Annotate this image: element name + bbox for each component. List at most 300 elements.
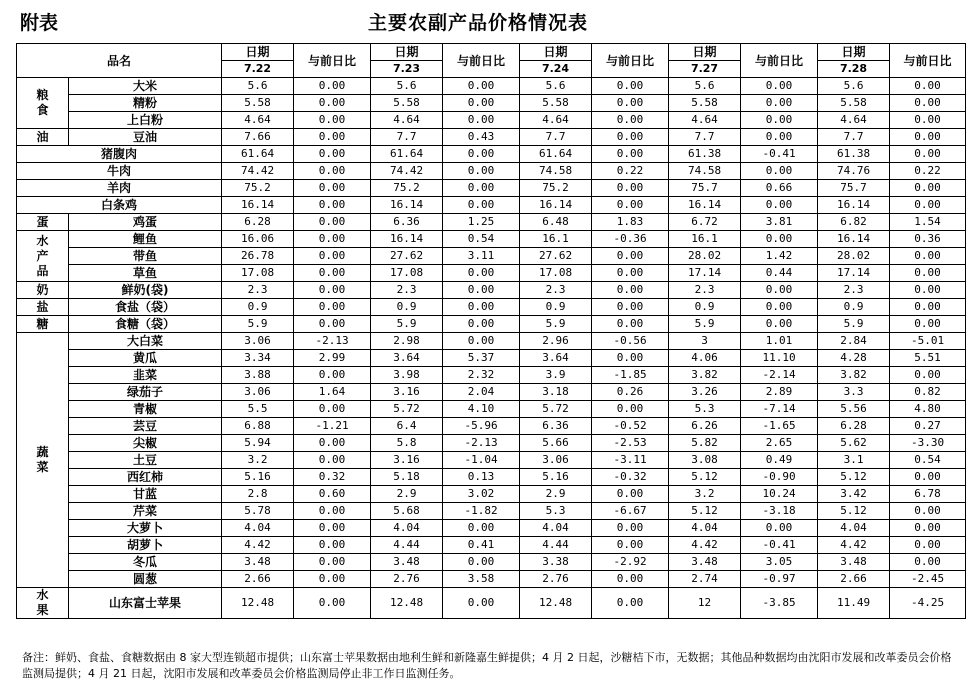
price-cell: 3.48 <box>818 554 890 571</box>
item-name: 土豆 <box>69 452 222 469</box>
change-cell: -5.01 <box>890 333 966 350</box>
table-row <box>17 265 966 282</box>
change-cell: 0.00 <box>294 316 371 333</box>
change-cell: 0.00 <box>592 95 669 112</box>
change-cell: 0.00 <box>294 95 371 112</box>
price-cell: 5.16 <box>222 469 294 486</box>
change-cell: -3.11 <box>592 452 669 469</box>
change-cell: 0.00 <box>294 452 371 469</box>
item-name: 尖椒 <box>69 435 222 452</box>
date-value: 7.24 <box>520 61 592 78</box>
price-cell: 3.48 <box>371 554 443 571</box>
change-cell: -2.13 <box>294 333 371 350</box>
item-name: 大米 <box>69 78 222 95</box>
price-cell: 3.64 <box>371 350 443 367</box>
price-cell: 16.14 <box>371 197 443 214</box>
price-cell: 12.48 <box>371 588 443 619</box>
price-cell: 6.72 <box>669 214 741 231</box>
change-cell: 1.54 <box>890 214 966 231</box>
change-cell: -1.82 <box>443 503 520 520</box>
change-cell: 0.00 <box>294 180 371 197</box>
price-cell: 75.2 <box>520 180 592 197</box>
category-cell <box>17 231 69 282</box>
item-name: 豆油 <box>69 129 222 146</box>
item-name: 猪腹肉 <box>17 146 222 163</box>
price-cell: 11.49 <box>818 588 890 619</box>
change-cell: 0.26 <box>592 384 669 401</box>
change-cell: 3.81 <box>741 214 818 231</box>
table-row <box>17 316 966 333</box>
price-cell: 4.04 <box>371 520 443 537</box>
price-cell: 5.9 <box>669 316 741 333</box>
change-cell: 0.00 <box>294 197 371 214</box>
change-cell: 11.10 <box>741 350 818 367</box>
change-cell: -2.92 <box>592 554 669 571</box>
footnote: 备注：鲜奶、食盐、食糖数据由 8 家大型连锁超市提供；山东富士苹果数据由地利生鲜和新隆嘉生鲜提供；4 月 2 日起，沙糖桔下市，无数据；其他品种数据均由沈阳市发展和改革委员会价格监测局提供；4 月 21 日起，沈阳市发展和改革委员会价格监测局停止非工作日监测任务。 <box>22 651 952 680</box>
change-cell: 1.01 <box>741 333 818 350</box>
price-cell: 5.9 <box>222 316 294 333</box>
change-cell: 0.00 <box>294 503 371 520</box>
price-cell: 17.08 <box>222 265 294 282</box>
category-label: 蔬菜 <box>36 445 49 474</box>
price-table <box>16 43 966 619</box>
change-cell: 0.00 <box>741 129 818 146</box>
price-cell: 2.66 <box>818 571 890 588</box>
change-cell: 5.37 <box>443 350 520 367</box>
item-name: 草鱼 <box>69 265 222 282</box>
price-cell: 6.88 <box>222 418 294 435</box>
table-row <box>17 299 966 316</box>
price-cell: 74.76 <box>818 163 890 180</box>
change-cell: 5.51 <box>890 350 966 367</box>
price-cell: 5.12 <box>669 503 741 520</box>
change-cell: 0.00 <box>443 554 520 571</box>
change-cell: 0.00 <box>294 537 371 554</box>
table-row <box>17 95 966 112</box>
item-name: 大白菜 <box>69 333 222 350</box>
change-cell: 0.00 <box>294 214 371 231</box>
item-name: 甘蓝 <box>69 486 222 503</box>
table-row <box>17 435 966 452</box>
change-cell: -1.65 <box>741 418 818 435</box>
item-name: 鲤鱼 <box>69 231 222 248</box>
price-cell: 2.3 <box>371 282 443 299</box>
change-cell: 0.00 <box>592 112 669 129</box>
change-cell: 0.00 <box>890 197 966 214</box>
change-cell: 4.80 <box>890 401 966 418</box>
price-cell: 3.3 <box>818 384 890 401</box>
document-title: 主要农副产品价格情况表 <box>368 12 589 34</box>
price-cell: 12 <box>669 588 741 619</box>
item-name: 食盐（袋） <box>69 299 222 316</box>
compare-header: 与前日比 <box>443 44 520 78</box>
price-cell: 4.64 <box>669 112 741 129</box>
table-row <box>17 197 966 214</box>
change-cell: 0.00 <box>741 231 818 248</box>
change-cell: 0.49 <box>741 452 818 469</box>
price-cell: 27.62 <box>520 248 592 265</box>
change-cell: 0.00 <box>890 265 966 282</box>
item-name: 青椒 <box>69 401 222 418</box>
change-cell: 0.00 <box>294 129 371 146</box>
change-cell: 0.00 <box>890 469 966 486</box>
change-cell: -2.53 <box>592 435 669 452</box>
category-label: 油 <box>36 129 49 144</box>
table-row <box>17 503 966 520</box>
price-cell: 4.64 <box>520 112 592 129</box>
category-label: 蛋 <box>36 214 49 229</box>
price-cell: 5.72 <box>371 401 443 418</box>
category-cell <box>17 282 69 299</box>
price-cell: 5.12 <box>669 469 741 486</box>
price-cell: 16.1 <box>669 231 741 248</box>
change-cell: 4.10 <box>443 401 520 418</box>
price-cell: 4.04 <box>222 520 294 537</box>
price-cell: 74.58 <box>520 163 592 180</box>
change-cell: 0.00 <box>443 197 520 214</box>
change-cell: 0.00 <box>592 316 669 333</box>
change-cell: 0.00 <box>592 129 669 146</box>
price-cell: 5.94 <box>222 435 294 452</box>
change-cell: 0.00 <box>890 282 966 299</box>
change-cell: 3.02 <box>443 486 520 503</box>
item-name: 胡萝卜 <box>69 537 222 554</box>
change-cell: 3.58 <box>443 571 520 588</box>
price-cell: 0.9 <box>818 299 890 316</box>
price-cell: 0.9 <box>669 299 741 316</box>
price-cell: 2.66 <box>222 571 294 588</box>
price-cell: 17.14 <box>818 265 890 282</box>
price-cell: 3.64 <box>520 350 592 367</box>
price-cell: 7.7 <box>669 129 741 146</box>
change-cell: -6.67 <box>592 503 669 520</box>
price-cell: 5.9 <box>520 316 592 333</box>
price-cell: 12.48 <box>222 588 294 619</box>
price-cell: 2.3 <box>818 282 890 299</box>
change-cell: 0.00 <box>294 78 371 95</box>
change-cell: 0.00 <box>592 299 669 316</box>
change-cell: -0.90 <box>741 469 818 486</box>
price-cell: 2.74 <box>669 571 741 588</box>
table-row <box>17 486 966 503</box>
table-row <box>17 112 966 129</box>
change-cell: 0.00 <box>890 520 966 537</box>
item-name: 鸡蛋 <box>69 214 222 231</box>
price-cell: 6.28 <box>222 214 294 231</box>
change-cell: -3.85 <box>741 588 818 619</box>
change-cell: -4.25 <box>890 588 966 619</box>
item-name: 羊肉 <box>17 180 222 197</box>
category-cell <box>17 588 69 619</box>
change-cell: 0.00 <box>741 163 818 180</box>
change-cell: 0.00 <box>294 112 371 129</box>
price-cell: 16.14 <box>222 197 294 214</box>
change-cell: -1.21 <box>294 418 371 435</box>
header-row <box>17 44 966 61</box>
change-cell: 0.41 <box>443 537 520 554</box>
change-cell: 0.00 <box>741 282 818 299</box>
price-cell: 6.82 <box>818 214 890 231</box>
item-name: 黄瓜 <box>69 350 222 367</box>
category-cell <box>17 333 69 588</box>
price-cell: 5.62 <box>818 435 890 452</box>
price-cell: 75.2 <box>371 180 443 197</box>
price-cell: 6.26 <box>669 418 741 435</box>
table-row <box>17 452 966 469</box>
price-cell: 6.36 <box>371 214 443 231</box>
price-cell: 5.82 <box>669 435 741 452</box>
change-cell: 0.00 <box>294 401 371 418</box>
price-cell: 4.64 <box>222 112 294 129</box>
change-cell: 0.00 <box>443 112 520 129</box>
change-cell: 0.00 <box>443 265 520 282</box>
change-cell: -3.18 <box>741 503 818 520</box>
price-cell: 16.06 <box>222 231 294 248</box>
date-label-header: 日期 <box>222 44 294 61</box>
change-cell: -1.85 <box>592 367 669 384</box>
table-row <box>17 282 966 299</box>
price-cell: 5.5 <box>222 401 294 418</box>
item-name: 芹菜 <box>69 503 222 520</box>
change-cell: 0.00 <box>890 537 966 554</box>
price-cell: 5.16 <box>520 469 592 486</box>
price-cell: 4.44 <box>371 537 443 554</box>
price-cell: 5.6 <box>371 78 443 95</box>
item-name: 绿茄子 <box>69 384 222 401</box>
price-cell: 7.7 <box>371 129 443 146</box>
price-cell: 3.42 <box>818 486 890 503</box>
change-cell: 0.00 <box>443 78 520 95</box>
change-cell: 0.27 <box>890 418 966 435</box>
price-cell: 16.14 <box>669 197 741 214</box>
change-cell: -3.30 <box>890 435 966 452</box>
change-cell: 0.36 <box>890 231 966 248</box>
category-label: 糖 <box>36 316 49 331</box>
change-cell: 2.65 <box>741 435 818 452</box>
change-cell: 0.00 <box>890 316 966 333</box>
change-cell: 0.00 <box>443 333 520 350</box>
price-cell: 26.78 <box>222 248 294 265</box>
change-cell: 0.00 <box>592 571 669 588</box>
item-name: 山东富士苹果 <box>69 588 222 619</box>
change-cell: 0.22 <box>592 163 669 180</box>
change-cell: 0.00 <box>741 112 818 129</box>
change-cell: 2.99 <box>294 350 371 367</box>
compare-header: 与前日比 <box>592 44 669 78</box>
change-cell: 0.00 <box>443 146 520 163</box>
item-name: 芸豆 <box>69 418 222 435</box>
change-cell: 0.00 <box>592 265 669 282</box>
change-cell: 0.00 <box>443 316 520 333</box>
table-row <box>17 333 966 350</box>
change-cell: 0.00 <box>890 95 966 112</box>
change-cell: 1.25 <box>443 214 520 231</box>
change-cell: 0.00 <box>890 367 966 384</box>
price-cell: 2.96 <box>520 333 592 350</box>
change-cell: 0.00 <box>592 180 669 197</box>
change-cell: -2.45 <box>890 571 966 588</box>
price-cell: 3.26 <box>669 384 741 401</box>
change-cell: 0.22 <box>890 163 966 180</box>
item-name: 大萝卜 <box>69 520 222 537</box>
price-cell: 6.4 <box>371 418 443 435</box>
price-cell: 4.04 <box>520 520 592 537</box>
change-cell: 0.00 <box>592 520 669 537</box>
price-cell: 5.6 <box>520 78 592 95</box>
price-cell: 5.12 <box>818 503 890 520</box>
table-row <box>17 146 966 163</box>
item-name: 冬瓜 <box>69 554 222 571</box>
change-cell: 0.00 <box>294 163 371 180</box>
price-cell: 5.68 <box>371 503 443 520</box>
price-cell: 17.08 <box>371 265 443 282</box>
category-label: 水产品 <box>36 233 49 278</box>
compare-header: 与前日比 <box>890 44 966 78</box>
price-cell: 4.42 <box>222 537 294 554</box>
price-cell: 28.02 <box>669 248 741 265</box>
date-label-header: 日期 <box>669 44 741 61</box>
change-cell: 0.44 <box>741 265 818 282</box>
price-cell: 3.1 <box>818 452 890 469</box>
change-cell: 3.11 <box>443 248 520 265</box>
category-cell <box>17 78 69 129</box>
change-cell: 1.83 <box>592 214 669 231</box>
appendix-label: 附表 <box>20 12 59 34</box>
price-cell: 5.8 <box>371 435 443 452</box>
price-cell: 2.76 <box>371 571 443 588</box>
price-cell: 6.48 <box>520 214 592 231</box>
price-cell: 5.6 <box>222 78 294 95</box>
category-cell <box>17 214 69 231</box>
price-cell: 61.38 <box>669 146 741 163</box>
price-cell: 3.48 <box>669 554 741 571</box>
price-cell: 3.38 <box>520 554 592 571</box>
price-cell: 61.64 <box>520 146 592 163</box>
change-cell: 0.00 <box>890 299 966 316</box>
price-cell: 5.12 <box>818 469 890 486</box>
price-cell: 5.3 <box>520 503 592 520</box>
price-cell: 3.34 <box>222 350 294 367</box>
date-label-header: 日期 <box>520 44 592 61</box>
price-cell: 16.14 <box>371 231 443 248</box>
change-cell: 0.00 <box>294 571 371 588</box>
change-cell: -5.96 <box>443 418 520 435</box>
change-cell: 0.00 <box>443 163 520 180</box>
change-cell: 0.00 <box>592 401 669 418</box>
table-row <box>17 384 966 401</box>
change-cell: 0.00 <box>890 112 966 129</box>
price-cell: 3.82 <box>818 367 890 384</box>
price-cell: 3.16 <box>371 452 443 469</box>
price-cell: 5.58 <box>371 95 443 112</box>
date-label-header: 日期 <box>371 44 443 61</box>
change-cell: -0.41 <box>741 146 818 163</box>
change-cell: 0.00 <box>741 520 818 537</box>
category-cell <box>17 316 69 333</box>
item-name: 鲜奶(袋) <box>69 282 222 299</box>
price-cell: 3.08 <box>669 452 741 469</box>
change-cell: 0.43 <box>443 129 520 146</box>
price-cell: 4.04 <box>669 520 741 537</box>
item-name: 牛肉 <box>17 163 222 180</box>
price-cell: 3.18 <box>520 384 592 401</box>
item-name-header: 品名 <box>17 44 222 78</box>
price-cell: 74.42 <box>371 163 443 180</box>
change-cell: 0.00 <box>294 231 371 248</box>
change-cell: 0.00 <box>294 367 371 384</box>
price-cell: 5.78 <box>222 503 294 520</box>
change-cell: 0.00 <box>443 520 520 537</box>
price-cell: 4.04 <box>818 520 890 537</box>
change-cell: 0.54 <box>890 452 966 469</box>
item-name: 白条鸡 <box>17 197 222 214</box>
price-cell: 2.8 <box>222 486 294 503</box>
change-cell: 0.00 <box>741 299 818 316</box>
change-cell: 0.00 <box>741 316 818 333</box>
date-value: 7.27 <box>669 61 741 78</box>
item-name: 食糖（袋） <box>69 316 222 333</box>
table-row <box>17 350 966 367</box>
price-cell: 2.3 <box>520 282 592 299</box>
price-cell: 5.58 <box>520 95 592 112</box>
price-cell: 4.44 <box>520 537 592 554</box>
price-cell: 3.2 <box>222 452 294 469</box>
change-cell: 0.00 <box>294 520 371 537</box>
table-row <box>17 248 966 265</box>
change-cell: 0.00 <box>890 78 966 95</box>
change-cell: 0.00 <box>294 299 371 316</box>
change-cell: 0.00 <box>294 554 371 571</box>
table-row <box>17 418 966 435</box>
category-cell <box>17 129 69 146</box>
category-label: 盐 <box>36 299 49 314</box>
price-cell: 3.9 <box>520 367 592 384</box>
change-cell: 0.00 <box>592 146 669 163</box>
price-cell: 75.2 <box>222 180 294 197</box>
change-cell: 0.00 <box>890 129 966 146</box>
change-cell: 0.00 <box>741 78 818 95</box>
price-cell: 5.9 <box>371 316 443 333</box>
change-cell: 0.13 <box>443 469 520 486</box>
table-row <box>17 78 966 95</box>
change-cell: 0.00 <box>741 197 818 214</box>
category-label: 粮食 <box>36 88 49 117</box>
price-cell: 74.58 <box>669 163 741 180</box>
price-cell: 3.16 <box>371 384 443 401</box>
change-cell: 10.24 <box>741 486 818 503</box>
item-name: 上白粉 <box>69 112 222 129</box>
price-cell: 5.58 <box>222 95 294 112</box>
price-cell: 0.9 <box>371 299 443 316</box>
change-cell: -0.41 <box>741 537 818 554</box>
price-cell: 3.88 <box>222 367 294 384</box>
change-cell: 2.04 <box>443 384 520 401</box>
category-label: 水果 <box>36 588 49 617</box>
price-cell: 2.9 <box>520 486 592 503</box>
table-row <box>17 163 966 180</box>
change-cell: 0.00 <box>294 146 371 163</box>
change-cell: 0.00 <box>890 503 966 520</box>
price-cell: 28.02 <box>818 248 890 265</box>
compare-header: 与前日比 <box>294 44 371 78</box>
change-cell: 0.00 <box>592 197 669 214</box>
change-cell: 0.00 <box>443 282 520 299</box>
change-cell: 0.00 <box>890 146 966 163</box>
price-cell: 7.7 <box>818 129 890 146</box>
price-cell: 16.14 <box>818 197 890 214</box>
change-cell: -0.56 <box>592 333 669 350</box>
table-row <box>17 401 966 418</box>
